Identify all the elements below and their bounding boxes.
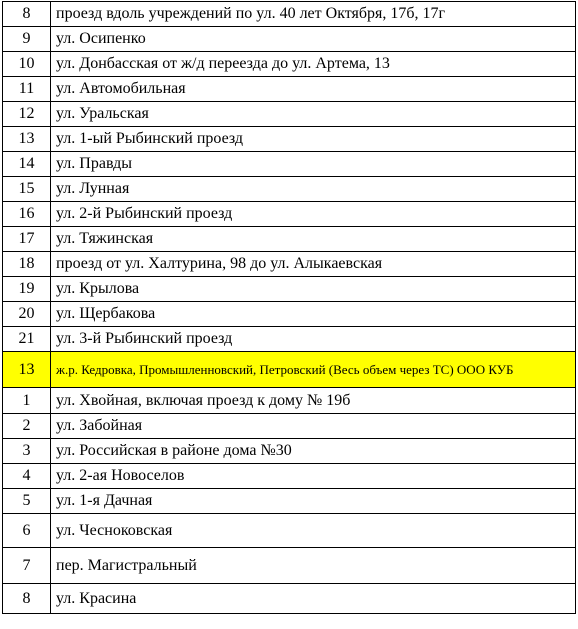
table-row (3, 388, 576, 414)
table-row (3, 202, 576, 227)
table-row (3, 77, 576, 102)
highlighted-table-row (3, 352, 576, 388)
row-number: 7 (3, 548, 51, 584)
row-text: ул. Чесноковская (51, 514, 576, 548)
table-row (3, 227, 576, 252)
row-number: 12 (3, 102, 51, 127)
row-text: ул. Хвойная, включая проезд к дому № 19б (51, 388, 576, 414)
row-number: 14 (3, 152, 51, 177)
row-text: ул. Забойная (51, 414, 576, 439)
table-row (3, 2, 576, 27)
table-row (3, 102, 576, 127)
row-text: ж.р. Кедровка, Промышленновский, Петровский (Весь объем через ТС) ООО КУБ (51, 352, 576, 388)
row-number: 1 (3, 388, 51, 414)
row-number: 11 (3, 77, 51, 102)
row-text: ул. 1-я Дачная (51, 489, 576, 514)
row-number: 15 (3, 177, 51, 202)
row-text: ул. Донбасская от ж/д переезда до ул. Артема, 13 (51, 52, 576, 77)
row-number: 8 (3, 2, 51, 27)
row-number: 4 (3, 464, 51, 489)
row-number: 18 (3, 252, 51, 277)
row-number: 19 (3, 277, 51, 302)
table-row (3, 327, 576, 352)
table-row (3, 489, 576, 514)
row-number: 13 (3, 127, 51, 152)
table-row (3, 514, 576, 548)
row-number: 10 (3, 52, 51, 77)
table-row (3, 152, 576, 177)
row-number: 20 (3, 302, 51, 327)
row-text: ул. Тяжинская (51, 227, 576, 252)
row-number: 16 (3, 202, 51, 227)
table-row (3, 439, 576, 464)
row-text: ул. Крылова (51, 277, 576, 302)
row-text: пер. Магистральный (51, 548, 576, 584)
row-text: ул. 2-й Рыбинский проезд (51, 202, 576, 227)
row-number: 8 (3, 584, 51, 614)
table-row (3, 27, 576, 52)
row-text: ул. Российская в районе дома №30 (51, 439, 576, 464)
row-number: 3 (3, 439, 51, 464)
row-text: ул. Правды (51, 152, 576, 177)
table-row (3, 584, 576, 614)
table-row (3, 302, 576, 327)
table-row (3, 414, 576, 439)
row-number: 6 (3, 514, 51, 548)
row-number: 13 (3, 352, 51, 388)
row-text: ул. Лунная (51, 177, 576, 202)
row-number: 21 (3, 327, 51, 352)
table-row (3, 52, 576, 77)
table-row (3, 177, 576, 202)
row-text: ул. Уральская (51, 102, 576, 127)
row-text: ул. 3-й Рыбинский проезд (51, 327, 576, 352)
table-row (3, 127, 576, 152)
table-row (3, 464, 576, 489)
row-text: проезд от ул. Халтурина, 98 до ул. Алыкаевская (51, 252, 576, 277)
row-number: 5 (3, 489, 51, 514)
row-text: проезд вдоль учреждений по ул. 40 лет Октября, 17б, 17г (51, 2, 576, 27)
table-row (3, 548, 576, 584)
row-text: ул. 2-ая Новоселов (51, 464, 576, 489)
row-number: 9 (3, 27, 51, 52)
row-number: 17 (3, 227, 51, 252)
row-text: ул. Щербакова (51, 302, 576, 327)
row-number: 2 (3, 414, 51, 439)
table-row (3, 252, 576, 277)
row-text: ул. Осипенко (51, 27, 576, 52)
table-row (3, 277, 576, 302)
row-text: ул. Красина (51, 584, 576, 614)
streets-table (2, 1, 576, 614)
row-text: ул. Автомобильная (51, 77, 576, 102)
row-text: ул. 1-ый Рыбинский проезд (51, 127, 576, 152)
